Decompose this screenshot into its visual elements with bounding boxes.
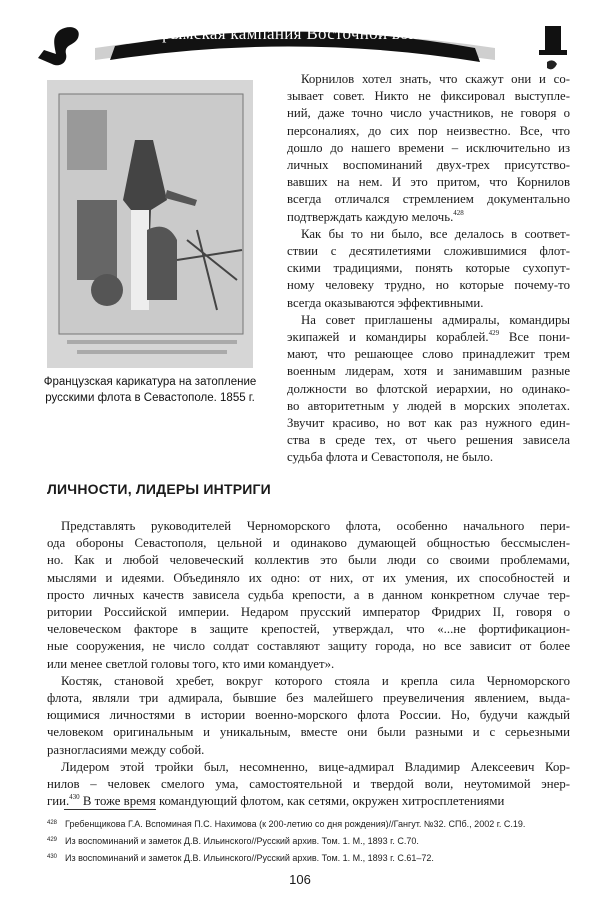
- text-line: [47, 793, 570, 810]
- text-line: [287, 381, 570, 398]
- line-text: но. Как и любой человеческий коллектив это были люди со своими проблемами,: [47, 553, 570, 568]
- running-title: Крымская кампания Восточной войны: [150, 24, 440, 43]
- line-text: дошло до нашего времени – исключительно из: [287, 140, 570, 155]
- text-line: [287, 277, 570, 294]
- text-line: [287, 312, 570, 329]
- text-line: [287, 329, 570, 346]
- line-text: должности во флотской иерархии, но одинако-: [287, 381, 570, 396]
- line-text: флота, являли три адмирала, бывшие без малейшего преувеличения явлением, выда-: [47, 691, 570, 706]
- line-text: ющимися личностями в истории военно-морского флота России. Но, будучи каждый: [47, 708, 570, 723]
- text-line: [287, 363, 570, 380]
- text-line: [47, 742, 570, 759]
- line-text: человеком оригинальным и уникальным, вместе они были разными и с серьезными: [47, 725, 570, 740]
- section-body-text: [47, 518, 570, 810]
- text-line: [47, 690, 570, 707]
- caricature-illustration: [47, 80, 253, 368]
- text-line: [287, 105, 570, 122]
- line-text: ода обороны Севастополя, цельной и одинаково думающей общностью бессмыслен-: [47, 536, 570, 551]
- text-line: [47, 621, 570, 638]
- line-text: Лидером этой тройки был, несомненно, вице-адмирал Владимир Алексеевич Кор-: [61, 759, 570, 774]
- text-line: [47, 776, 570, 793]
- text-line: [287, 88, 570, 105]
- line-text: Корнилов хотел знать, что скажут они и со-: [301, 72, 570, 86]
- text-line: [47, 518, 570, 535]
- line-text: ному человеку трудно, но которые почему-то: [287, 278, 570, 293]
- line-text: всегда отличался стремлением документально: [287, 192, 570, 207]
- line-text: разногласиями между собой.: [47, 742, 205, 757]
- text-line: [47, 759, 570, 776]
- line-text: вавших на нем. И это притом, что Корнилов: [287, 175, 570, 190]
- line-text: В тоже время командующий флотом, как сетями, окружен хитросплетениями: [82, 794, 505, 809]
- text-line: [287, 174, 570, 191]
- line-text: человеческом факторе в защите крепостей, утверждал, что «...не фортификацион-: [47, 622, 570, 637]
- hat-figure-left-icon: [30, 22, 90, 72]
- line-text: персоналиях, до сих пор неизвестно. Все, что: [287, 123, 570, 138]
- footnote: 428 Гребенщикова Г.А. Вспоминая П.С. Нахимова (к 200-летию со дня рождения)//Гангут. №32. СПб., 2002 г. С.19.: [47, 819, 526, 829]
- text-line: [287, 295, 570, 312]
- section-heading: ЛИЧНОСТИ, ЛИДЕРЫ ИНТРИГИ: [47, 481, 271, 497]
- text-line: [287, 140, 570, 157]
- text-line: [47, 570, 570, 587]
- text-line: [287, 157, 570, 174]
- line-text: во авторитетным у людей в морских эполетах.: [287, 398, 570, 413]
- line-text: ные сооружения, не число солдат составляют защиту города, но все зависит от более: [47, 639, 570, 654]
- line-text: гии.: [47, 794, 70, 809]
- line-text: ний, даже точно число участников, не говоря о: [287, 106, 570, 121]
- caption-line: Французская карикатура на затопление: [43, 376, 257, 388]
- right-column-text: [287, 71, 570, 467]
- text-line: [287, 243, 570, 260]
- text-line: [47, 535, 570, 552]
- line-text: ствии с десятилетиями сложившимися флот-: [287, 244, 570, 259]
- line-text: На совет приглашены адмиралы, командиры: [301, 312, 570, 327]
- line-text: скими традициями, понять которые сухопут-: [287, 261, 570, 276]
- page-number: 106: [289, 872, 311, 887]
- line-text: военным лидерам, хотя и занимавшим разные: [287, 364, 570, 379]
- text-line: [47, 552, 570, 569]
- hat-figure-right-icon: [535, 22, 570, 77]
- line-text: зывает совет. Никто не фиксировал выступле-: [287, 89, 570, 104]
- text-line: [47, 638, 570, 655]
- line-text: личных воспоминаний двух-трех присутство-: [287, 158, 570, 173]
- line-text: Звучит красиво, но вот как раз нужного един-: [287, 416, 570, 431]
- text-line: [47, 673, 570, 690]
- line-text: мыслями и идеями. Объединяло их одно: от них, от их умения, их способностей и: [47, 570, 570, 585]
- text-line: [47, 587, 570, 604]
- text-line: [287, 449, 570, 466]
- line-text: экипажей и командиры кораблей.: [287, 330, 489, 345]
- footnote-reference[interactable]: 428: [453, 208, 464, 217]
- line-text: просто личных качеств зависела судьба крепости, а в данном конкретном случае тер-: [47, 587, 570, 602]
- figure-caption: [40, 374, 260, 406]
- text-line: [287, 123, 570, 140]
- text-line: [47, 656, 570, 673]
- text-line: [287, 71, 570, 88]
- text-line: [287, 226, 570, 243]
- footnote-reference[interactable]: 429: [488, 329, 500, 338]
- text-line: [47, 604, 570, 621]
- caption-line: русскими флота в Севастополе. 1855 г.: [45, 392, 255, 404]
- text-line: [287, 191, 570, 208]
- text-line: [287, 415, 570, 432]
- line-text: нилов – человек смелого ума, самостоятельной и твердой воли, неутомимой энер-: [47, 777, 570, 792]
- text-line: [287, 209, 570, 226]
- text-line: [287, 398, 570, 415]
- line-text: судьба флота и Севастополя, не было.: [287, 450, 494, 465]
- line-text: Все пони-: [508, 330, 570, 345]
- line-text: Как бы то ни было, все делалось в соответ-: [301, 226, 570, 241]
- text-line: [287, 260, 570, 277]
- text-line: [287, 346, 570, 363]
- line-text: подтверждать каждую мелочь.: [287, 209, 454, 224]
- text-line: [47, 707, 570, 724]
- line-text: ритории Российской империи. Недаром прусский император Фридрих II, говоря о: [47, 605, 570, 620]
- line-text: Костяк, становой хребет, вокруг которого стояла и крепла сила Черноморского: [61, 673, 570, 688]
- footnote-divider: [64, 809, 156, 810]
- footnote-reference[interactable]: 430: [69, 793, 80, 802]
- footnote: 429 Из воспоминаний и заметок Д.В. Ильинского//Русский архив. Том. 1. М., 1893 г. С.70.: [47, 836, 419, 846]
- line-text: ства в среде тех, от чьего решения зависела: [287, 433, 570, 448]
- line-text: мают, что решающее слово принадлежит трем: [287, 347, 570, 362]
- line-text: Представлять руководителей Черноморского флота, особенно начального пери-: [61, 519, 570, 533]
- footnote: 430 Из воспоминаний и заметок Д.В. Ильинского//Русский архив. Том. 1. М., 1893 г. С.61–72.: [47, 853, 434, 863]
- text-line: [47, 724, 570, 741]
- line-text: всегда оказываются эффективными.: [287, 295, 484, 310]
- text-line: [287, 432, 570, 449]
- line-text: или менее светлой головы того, кто ими командует».: [47, 656, 335, 671]
- footnotes: [47, 815, 570, 866]
